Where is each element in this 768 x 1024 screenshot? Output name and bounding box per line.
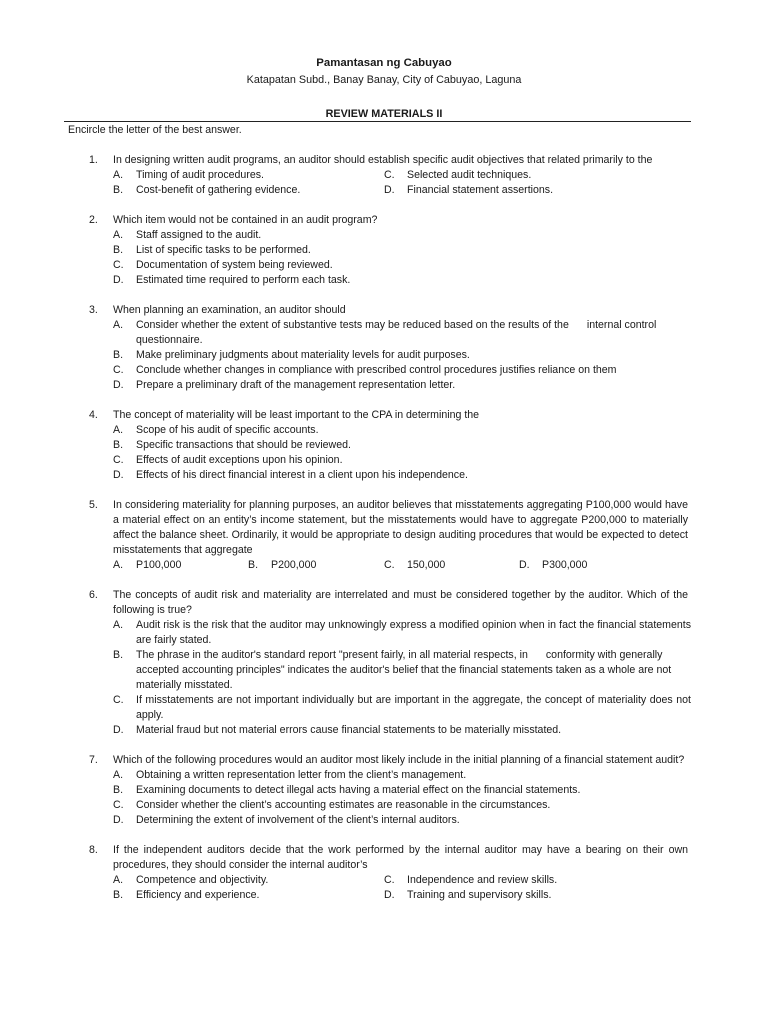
question-item (0, 753, 768, 828)
option-text: P300,000 (542, 559, 588, 571)
option-text: If misstatements are not important individually but are important in the aggregate, the concept of materiality does not apply. (136, 694, 691, 721)
answer-option (384, 873, 691, 888)
question-text: When planning an examination, an auditor should (113, 304, 346, 316)
question-text: In designing written audit programs, an auditor should establish specific audit objectives that related primarily to the (113, 154, 653, 166)
option-grid (113, 558, 691, 573)
option-list (113, 318, 691, 393)
answer-option (113, 348, 691, 363)
answer-option (113, 558, 248, 573)
answer-option (113, 783, 691, 798)
option-letter: B. (248, 559, 259, 571)
option-text: Independence and review skills. (407, 874, 558, 886)
option-letter: B. (113, 439, 124, 451)
answer-option (113, 273, 691, 288)
option-grid (113, 873, 691, 903)
option-text: P100,000 (136, 559, 182, 571)
answer-option (113, 648, 691, 693)
option-letter: D. (113, 814, 124, 826)
answer-option (113, 258, 691, 273)
option-letter: B. (113, 784, 124, 796)
answer-option (113, 423, 691, 438)
question-item (0, 303, 768, 393)
option-letter: C. (384, 874, 395, 886)
answer-option (113, 438, 691, 453)
option-letter: A. (113, 559, 124, 571)
option-letter: A. (113, 874, 124, 886)
option-text: Efficiency and experience. (136, 889, 260, 901)
question-text: If the independent auditors decide that the work performed by the internal auditor may have a bearing on their own procedures, they should consider the internal auditor’s (113, 844, 688, 871)
option-letter: D. (384, 184, 395, 196)
option-text: Examining documents to detect illegal acts having a material effect on the financial statements. (136, 784, 581, 796)
option-text: Competence and objectivity. (136, 874, 269, 886)
option-grid (113, 168, 691, 198)
option-text-part: conformity with generally accepted accounting principles" indicates the auditor's belief that the financial statements taken as a whole are not materially misstated. (136, 649, 672, 691)
option-letter: B. (113, 649, 124, 661)
option-letter: C. (384, 169, 395, 181)
option-text: Obtaining a written representation letter from the client’s management. (136, 769, 467, 781)
answer-option (113, 363, 691, 378)
question-text: The concept of materiality will be least important to the CPA in determining the (113, 409, 480, 421)
answer-option (113, 378, 691, 393)
answer-option (113, 888, 384, 903)
option-text: Make preliminary judgments about materiality levels for audit purposes. (136, 349, 470, 361)
question-number: 4. (89, 409, 98, 421)
question-number: 5. (89, 499, 98, 511)
option-list (113, 618, 691, 738)
answer-option (113, 618, 691, 648)
answer-option (384, 888, 691, 903)
option-letter: C. (113, 259, 124, 271)
option-text: Consider whether the client’s accounting estimates are reasonable in the circumstances. (136, 799, 551, 811)
option-letter: C. (113, 694, 124, 706)
option-text-part: internal control questionnaire. (136, 319, 657, 346)
question-item (0, 588, 768, 738)
option-text: Prepare a preliminary draft of the management representation letter. (136, 379, 456, 391)
option-text: Training and supervisory skills. (407, 889, 552, 901)
document-title: REVIEW MATERIALS II (325, 108, 443, 120)
answer-option (113, 318, 691, 348)
option-text: Effects of audit exceptions upon his opinion. (136, 454, 343, 466)
option-text: Cost-benefit of gathering evidence. (136, 184, 301, 196)
option-list (113, 768, 691, 828)
option-text-part: Consider whether the extent of substantive tests may be reduced based on the results of the (136, 319, 569, 331)
option-letter: A. (113, 769, 124, 781)
question-number: 2. (89, 214, 98, 226)
title-divider (64, 121, 691, 122)
answer-option (248, 558, 384, 573)
option-letter: D. (113, 724, 124, 736)
option-text: Timing of audit procedures. (136, 169, 264, 181)
option-text: Scope of his audit of specific accounts. (136, 424, 319, 436)
question-number: 1. (89, 154, 98, 166)
answer-option (113, 183, 384, 198)
answer-option (113, 768, 691, 783)
answer-option (384, 558, 519, 573)
option-letter: D. (113, 469, 124, 481)
question-number: 7. (89, 754, 98, 766)
question-text: In considering materiality for planning purposes, an auditor believes that misstatements aggregating P100,000 would have a material effect on an entity’s income statement, but the misstatements would have to aggregate P200,000 to materially affect the balance sheet. Ordinarily, it would be appropriate to design auditing procedures that would be expected to detect misstatements that aggregate (113, 499, 688, 556)
option-text: List of specific tasks to be performed. (136, 244, 311, 256)
option-letter: D. (113, 379, 124, 391)
option-letter: A. (113, 424, 124, 436)
instruction-text: Encircle the letter of the best answer. (68, 124, 242, 136)
answer-option (113, 453, 691, 468)
option-text-part: The phrase in the auditor's standard report "present fairly, in all material respects, in (136, 649, 528, 661)
school-address: Katapatan Subd., Banay Banay, City of Cabuyao, Laguna (246, 74, 522, 86)
document-header (0, 55, 768, 88)
option-letter: C. (113, 799, 124, 811)
question-number: 6. (89, 589, 98, 601)
option-letter: C. (113, 364, 124, 376)
question-item (0, 153, 768, 198)
answer-option (113, 243, 691, 258)
question-text: The concepts of audit risk and materiality are interrelated and must be considered together by the auditor. Which of the following is true? (113, 589, 688, 616)
option-text: Estimated time required to perform each task. (136, 274, 351, 286)
option-letter: B. (113, 244, 124, 256)
option-text (136, 648, 691, 693)
answer-option (519, 558, 691, 573)
question-item (0, 213, 768, 288)
option-letter: B. (113, 349, 124, 361)
option-letter: B. (113, 889, 124, 901)
answer-option (113, 693, 691, 723)
question-list (0, 153, 768, 918)
question-number: 3. (89, 304, 98, 316)
option-text: Effects of his direct financial interest in a client upon his independence. (136, 469, 468, 481)
option-letter: D. (384, 889, 395, 901)
option-text: Conclude whether changes in compliance with prescribed control procedures justifies reliance on them (136, 364, 617, 376)
option-text: Specific transactions that should be reviewed. (136, 439, 351, 451)
option-text: Documentation of system being reviewed. (136, 259, 333, 271)
answer-option (113, 813, 691, 828)
option-letter: A. (113, 229, 124, 241)
option-text: Determining the extent of involvement of the client’s internal auditors. (136, 814, 460, 826)
answer-option (113, 798, 691, 813)
option-letter: D. (113, 274, 124, 286)
option-letter: A. (113, 319, 124, 331)
option-letter: B. (113, 184, 124, 196)
option-letter: C. (384, 559, 395, 571)
option-letter: C. (113, 454, 124, 466)
option-list (113, 423, 691, 483)
option-text (136, 318, 691, 348)
option-letter: A. (113, 619, 124, 631)
option-letter: A. (113, 169, 124, 181)
answer-option (113, 168, 384, 183)
option-text: 150,000 (407, 559, 446, 571)
option-text: Audit risk is the risk that the auditor may unknowingly express a modified opinion when in fact the financial statements are fairly stated. (136, 619, 691, 646)
answer-option (384, 183, 691, 198)
option-text: P200,000 (271, 559, 317, 571)
question-text: Which item would not be contained in an audit program? (113, 214, 378, 226)
option-text: Financial statement assertions. (407, 184, 554, 196)
answer-option (113, 723, 691, 738)
option-text: Staff assigned to the audit. (136, 229, 262, 241)
option-list (113, 228, 691, 288)
question-item (0, 843, 768, 903)
option-text: Material fraud but not material errors cause financial statements to be materially misstated. (136, 724, 562, 736)
answer-option (113, 228, 691, 243)
answer-option (113, 468, 691, 483)
option-text: Selected audit techniques. (407, 169, 532, 181)
question-number: 8. (89, 844, 98, 856)
option-letter: D. (519, 559, 530, 571)
school-name: Pamantasan ng Cabuyao (316, 57, 452, 69)
answer-option (113, 873, 384, 888)
question-text: Which of the following procedures would an auditor most likely include in the initial planning of a financial statement audit? (113, 754, 685, 766)
question-item (0, 498, 768, 573)
answer-option (384, 168, 691, 183)
question-item (0, 408, 768, 483)
